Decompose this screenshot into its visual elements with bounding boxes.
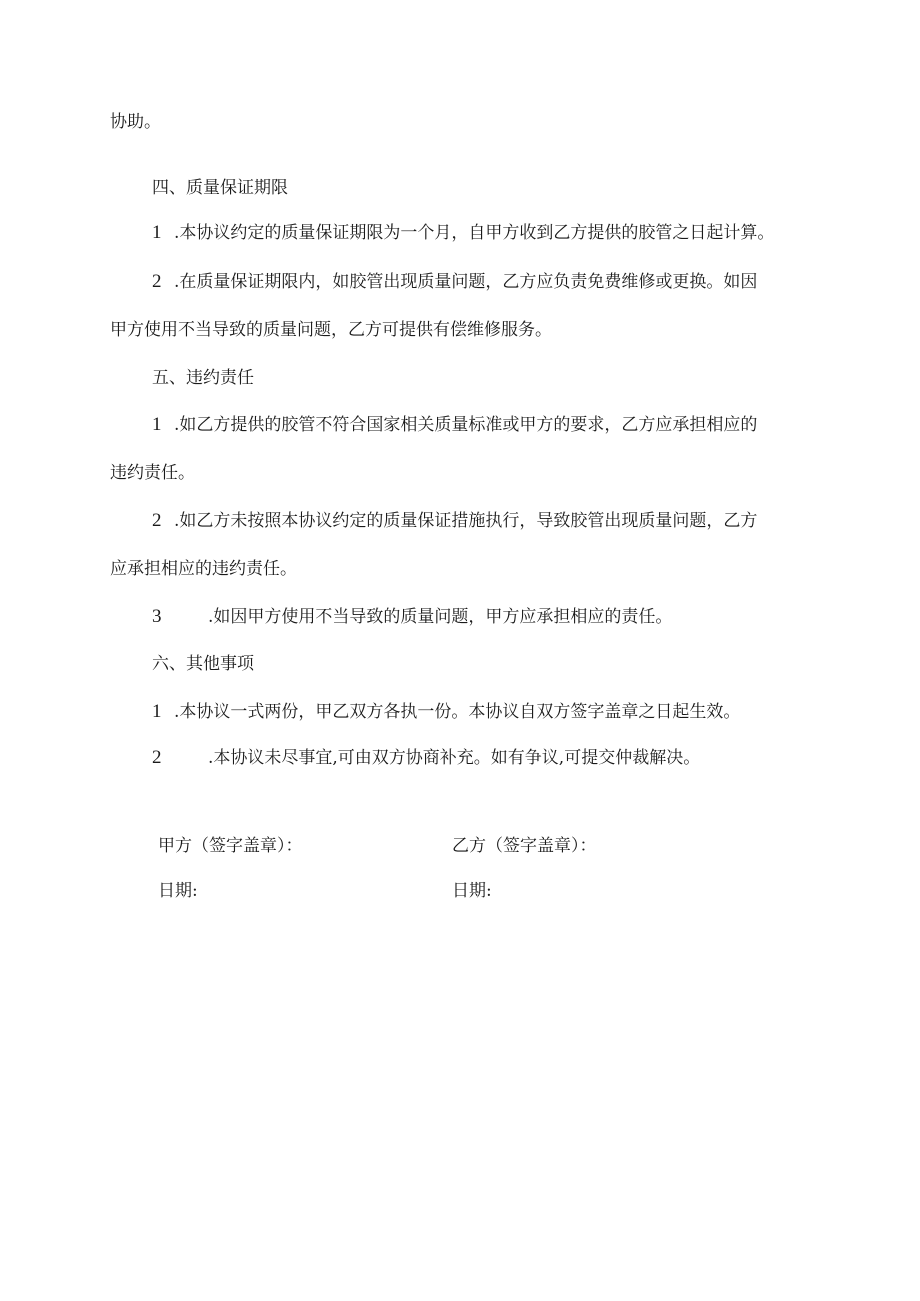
clause-6-2 xyxy=(152,746,700,770)
clause-text: .如乙方未按照本协议约定的质量保证措施执行，导致胶管出现质量问题，乙方 xyxy=(174,511,758,531)
clause-5-1 xyxy=(152,413,757,437)
clause-number: 1 xyxy=(152,222,162,243)
clause-number: 2 xyxy=(152,271,162,292)
section-heading-liability: 五、违约责任 xyxy=(152,368,254,388)
clause-text: .本协议约定的质量保证期限为一个月，自甲方收到乙方提供的胶管之日起计算。 xyxy=(174,223,775,243)
clause-number: 1 xyxy=(152,414,162,435)
clause-text: .本协议未尽事宜,可由双方协商补充。如有争议,可提交仲裁解决。 xyxy=(208,748,701,768)
section-heading-other-matters: 六、其他事项 xyxy=(152,654,254,674)
clause-number: 2 xyxy=(152,510,162,531)
party-b-signature-label: 乙方（签字盖章）： xyxy=(452,836,597,856)
clause-6-1 xyxy=(152,700,740,724)
clause-4-2 xyxy=(152,270,757,294)
clause-4-2-continued: 甲方使用不当导致的质量问题，乙方可提供有偿维修服务。 xyxy=(110,320,552,340)
carryover-text: 协助。 xyxy=(110,112,161,132)
clause-4-1 xyxy=(152,221,774,245)
clause-number: 2 xyxy=(152,747,162,768)
clause-5-2-continued: 应承担相应的违约责任。 xyxy=(110,559,297,579)
clause-text: .在质量保证期限内，如胶管出现质量问题，乙方应负责免费维修或更换。如因 xyxy=(174,272,758,292)
clause-number: 1 xyxy=(152,701,162,722)
clause-5-1-continued: 违约责任。 xyxy=(110,463,195,483)
section-heading-quality-period: 四、质量保证期限 xyxy=(152,178,288,198)
clause-text: .如因甲方使用不当导致的质量问题，甲方应承担相应的责任。 xyxy=(208,607,673,627)
clause-number: 3 xyxy=(152,606,162,627)
clause-text: .如乙方提供的胶管不符合国家相关质量标准或甲方的要求，乙方应承担相应的 xyxy=(174,415,758,435)
party-a-signature-label: 甲方（签字盖章）： xyxy=(158,836,303,856)
clause-5-3 xyxy=(152,605,672,629)
clause-text: .本协议一式两份，甲乙双方各执一份。本协议自双方签字盖章之日起生效。 xyxy=(174,702,741,722)
clause-5-2 xyxy=(152,509,757,533)
party-a-date-label: 日期: xyxy=(158,881,198,901)
party-b-date-label: 日期: xyxy=(452,881,492,901)
